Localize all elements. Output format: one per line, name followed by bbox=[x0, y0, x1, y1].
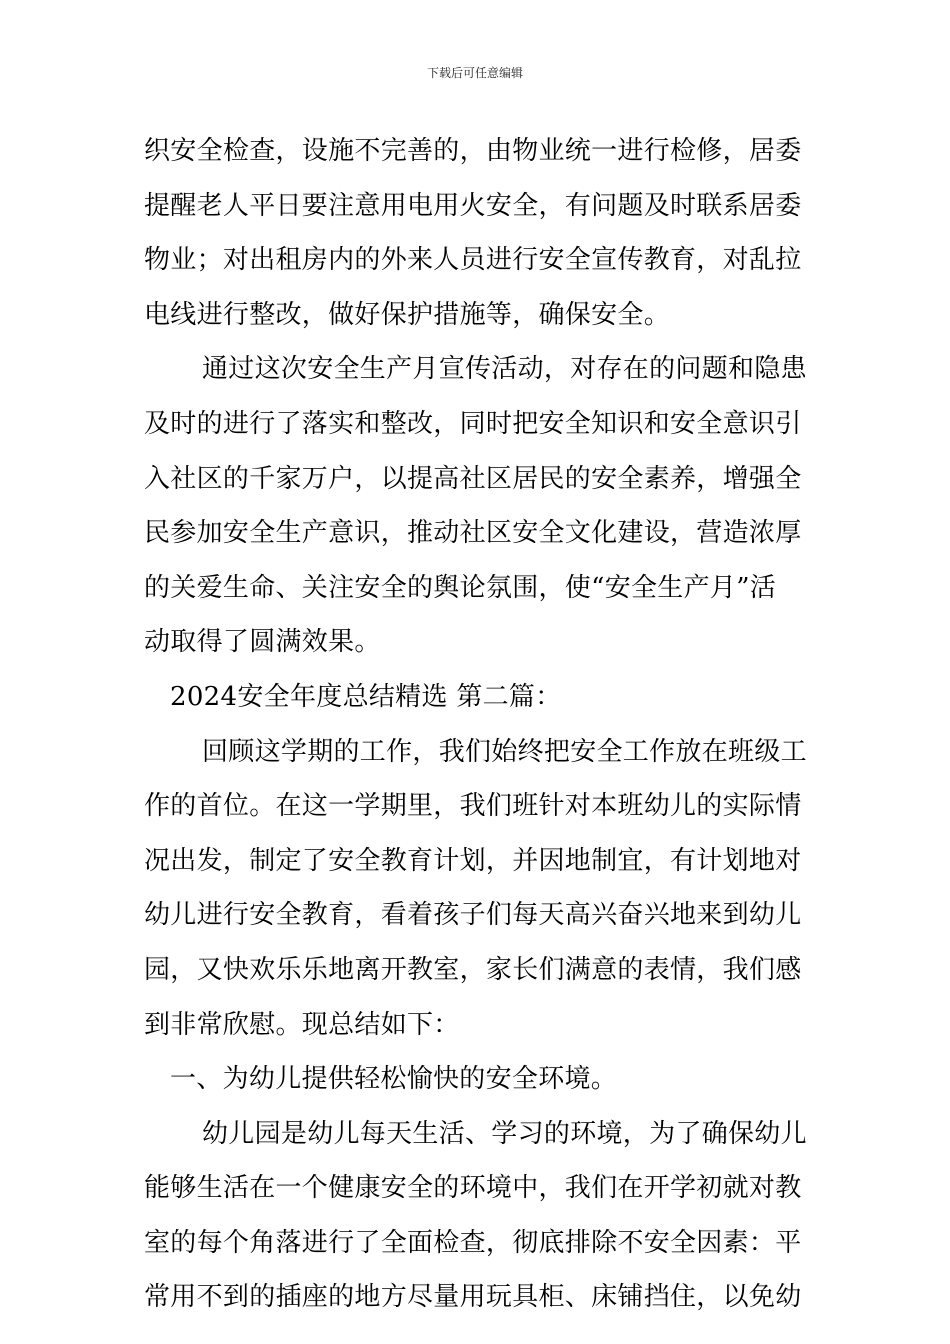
text-line: 室的每个角落进行了全面检查，彻底排除不安全因素：平 bbox=[144, 1227, 802, 1258]
text-line: 的关爱生命、关注安全的舆论氛围，使“安全生产月”活 bbox=[144, 572, 777, 603]
text-line: 常用不到的插座的地方尽量用玩具柜、床铺挡住，以免幼 bbox=[144, 1282, 802, 1313]
text-line: 及时的进行了落实和整改，同时把安全知识和安全意识引 bbox=[144, 408, 802, 439]
text-line: 能够生活在一个健康安全的环境中，我们在开学初就对教 bbox=[144, 1173, 802, 1204]
text-line: 通过这次安全生产月宣传活动，对存在的问题和隐患 bbox=[202, 354, 807, 385]
text-line: 动取得了圆满效果。 bbox=[144, 627, 381, 658]
text-line: 织安全检查，设施不完善的，由物业统一进行检修，居委 bbox=[144, 136, 802, 166]
text-line: 一、为幼儿提供轻松愉快的安全环境。 bbox=[170, 1064, 618, 1095]
paragraph-3 bbox=[144, 725, 808, 1053]
text-line: 幼儿进行安全教育，看着孩子们每天高兴奋兴地来到幼儿 bbox=[144, 900, 802, 931]
text-line: 幼儿园是幼儿每天生活、学习的环境，为了确保幼儿 bbox=[202, 1118, 807, 1149]
text-line: 电线进行整改，做好保护措施等，确保安全。 bbox=[144, 299, 671, 330]
page-header: 下载后可任意编辑 bbox=[426, 66, 523, 80]
text-line: 况出发，制定了安全教育计划，并因地制宜，有计划地对 bbox=[144, 845, 802, 876]
text-line: 入社区的千家万户，以提高社区居民的安全素养，增强全 bbox=[144, 463, 802, 494]
text-line: 回顾这学期的工作，我们始终把安全工作放在班级工 bbox=[202, 736, 807, 767]
text-line: 到非常欣慰。现总结如下： bbox=[144, 1009, 460, 1040]
document-body bbox=[144, 124, 808, 1325]
text-line: 作的首位。在这一学期里，我们班针对本班幼儿的实际情 bbox=[144, 791, 802, 822]
text-line: 提醒老人平日要注意用电用火安全，有问题及时联系居委 bbox=[144, 190, 802, 221]
section-heading-second bbox=[144, 670, 808, 725]
paragraph-2 bbox=[144, 342, 808, 670]
text-line: 民参加安全生产意识，推动社区安全文化建设，营造浓厚 bbox=[144, 518, 802, 549]
text-line: 2024安全年度总结精选 第二篇： bbox=[170, 681, 562, 712]
text-line: 园，又快欢乐乐地离开教室，家长们满意的表情，我们感 bbox=[144, 954, 802, 985]
paragraph-1 bbox=[144, 124, 808, 342]
paragraph-4 bbox=[144, 1107, 808, 1325]
subheading-one bbox=[144, 1052, 808, 1107]
text-line: 物业；对出租房内的外来人员进行安全宣传教育，对乱拉 bbox=[144, 245, 802, 276]
